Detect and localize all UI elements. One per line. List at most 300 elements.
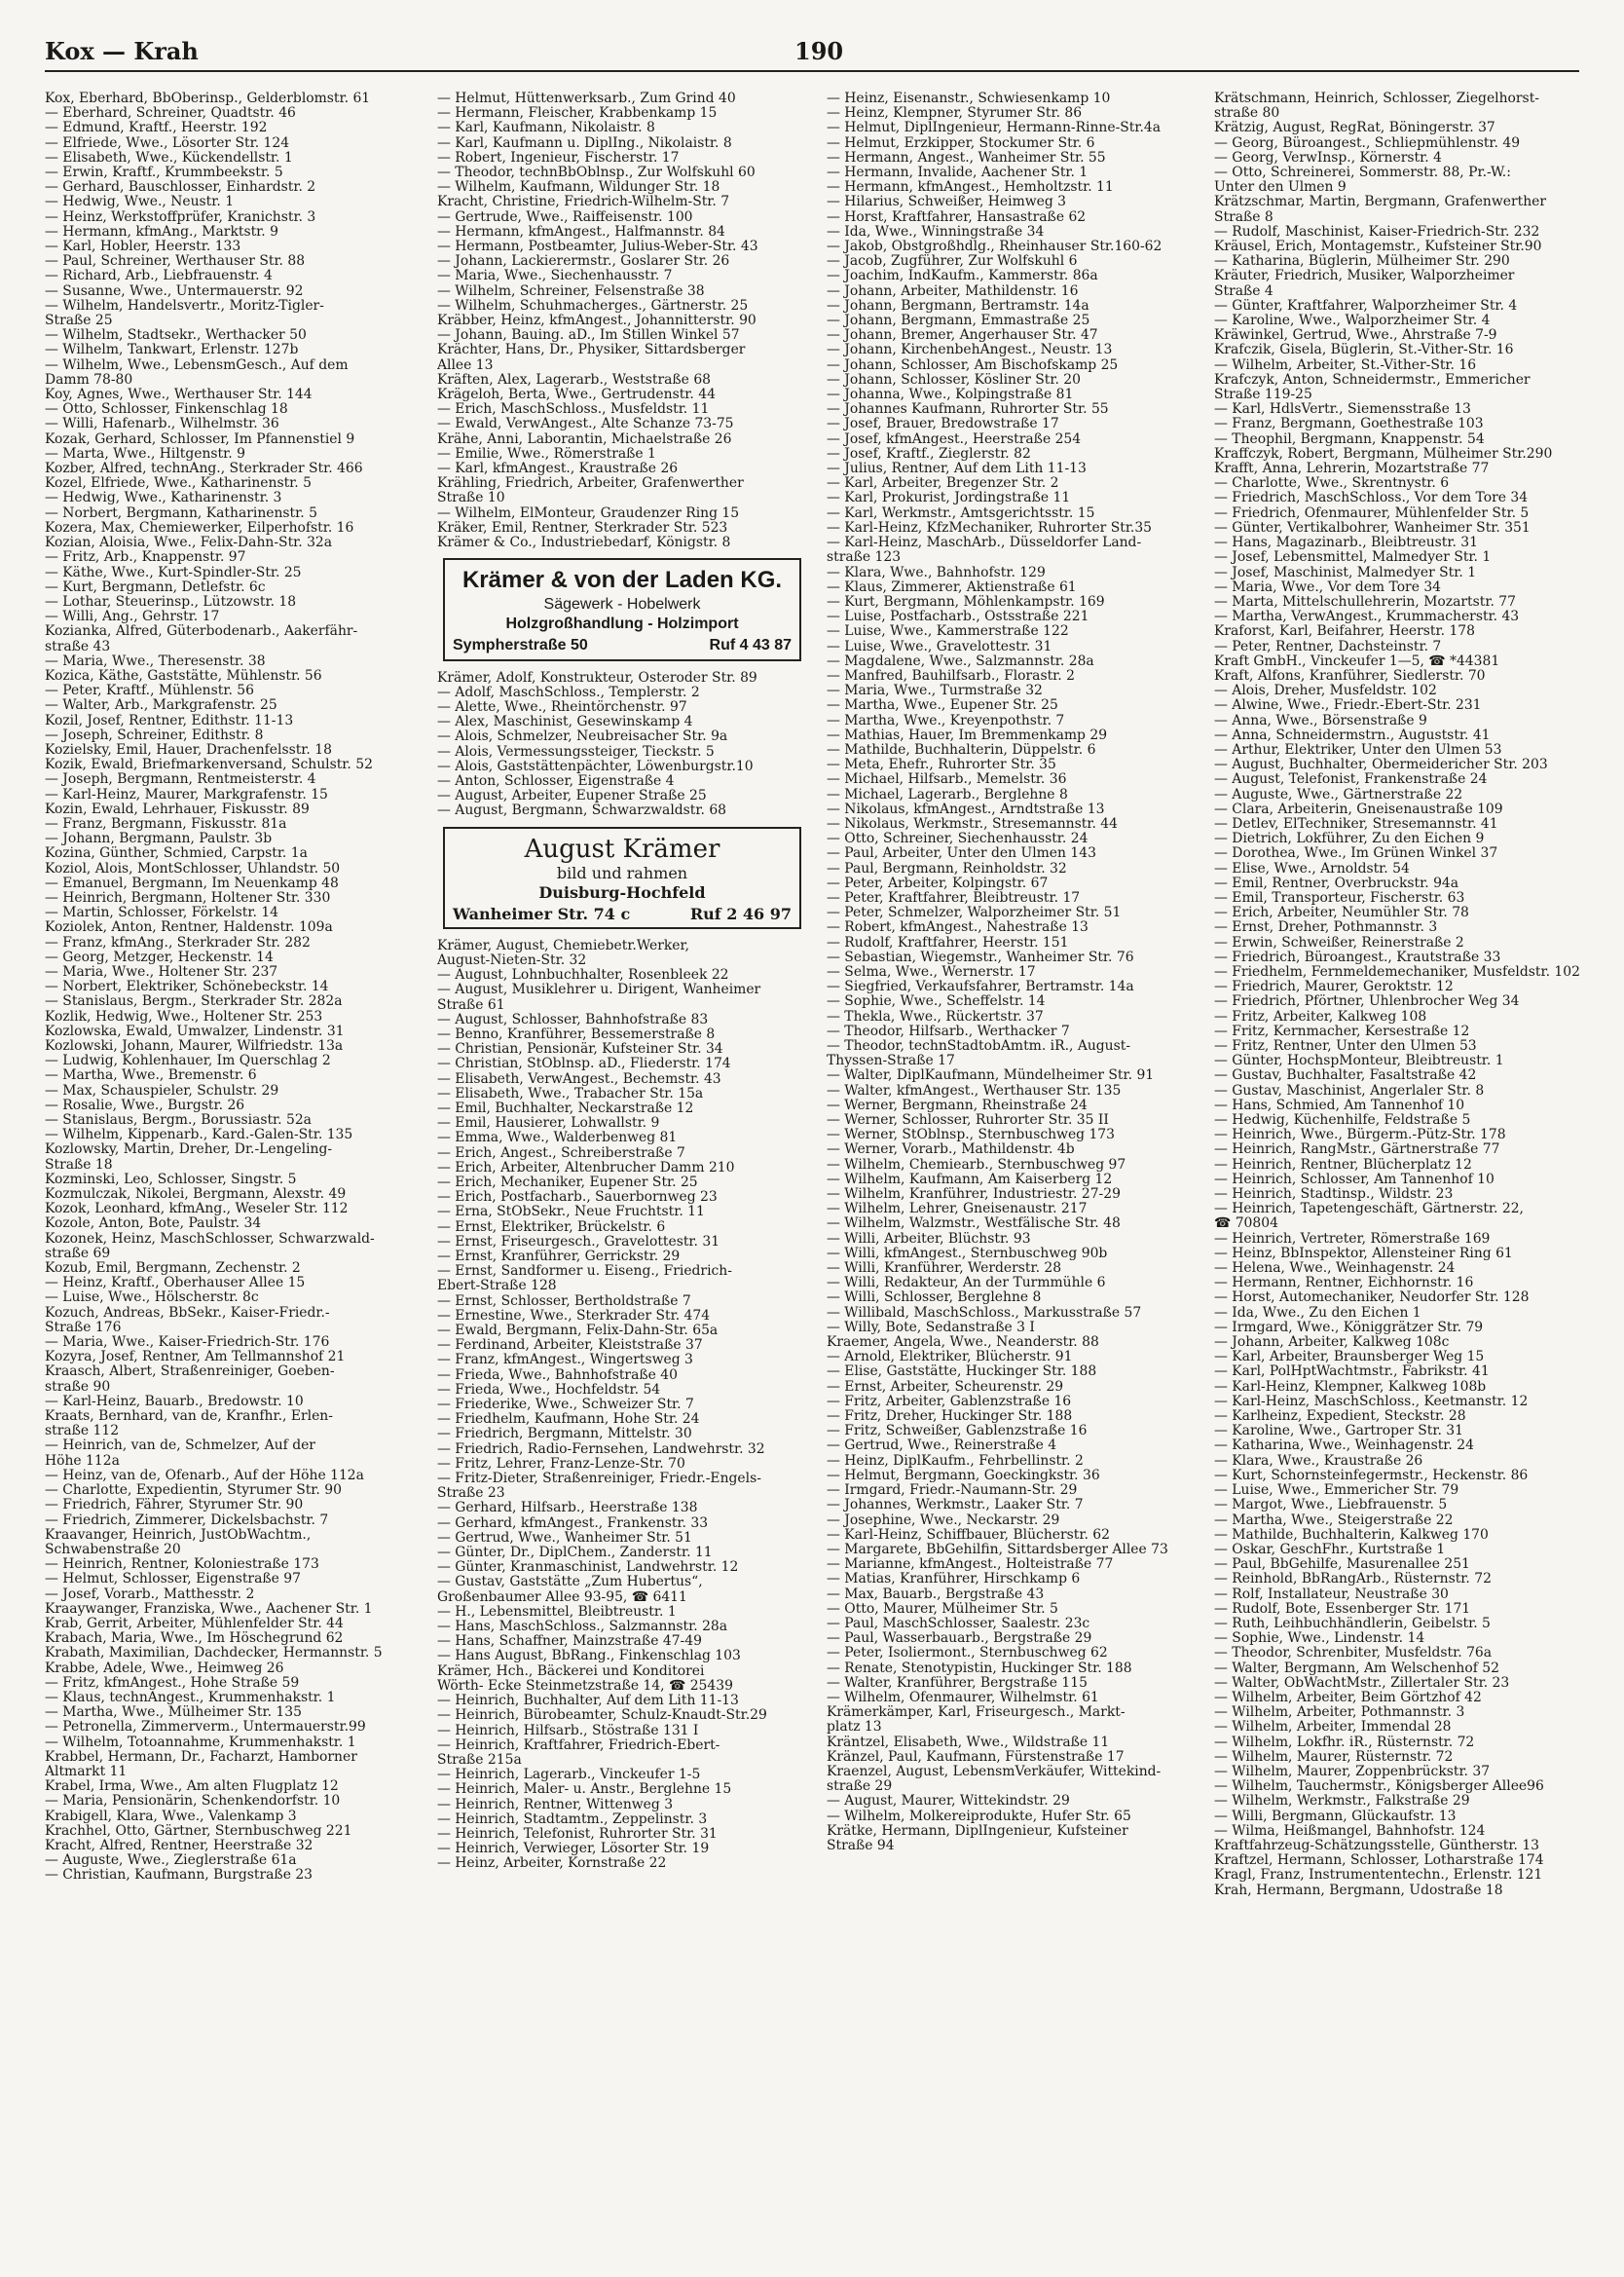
directory-entry: — Peter, Schmelzer, Walporzheimer Str. 51 [827, 906, 1122, 921]
directory-entry: — Ludwig, Kohlenhauer, Im Querschlag 2 [45, 1054, 331, 1069]
directory-entry: — Heinz, Arbeiter, Kornstraße 22 [437, 1856, 667, 1872]
directory-entry: Thyssen-Straße 17 [827, 1054, 955, 1069]
directory-entry: Krabbel, Hermann, Dr., Facharzt, Hamborner [45, 1749, 357, 1765]
directory-entry: Straße 18 [45, 1157, 113, 1173]
directory-entry: Krafft, Anna, Lehrerin, Mozartstraße 77 [1214, 462, 1490, 477]
directory-entry: — Ernst, Friseurgesch., Gravelottestr. 31 [437, 1234, 720, 1250]
directory-entry: — Klara, Wwe., Bahnhofstr. 129 [827, 565, 1046, 580]
directory-entry: Kräbber, Heinz, kfmAngest., Johannitterstr. 90 [437, 314, 757, 329]
directory-entry: — Heinrich, Stadtamtm., Zeppelinstr. 3 [437, 1811, 708, 1827]
directory-entry: — Martha, Wwe., Kreyenpothstr. 7 [827, 713, 1065, 728]
ad-line: bild und rahmen [556, 863, 688, 882]
directory-entry: Allee 13 [437, 357, 494, 373]
directory-entry: Altmarkt 11 [45, 1764, 128, 1779]
directory-entry: — Heinrich, Wwe., Bürgerm.-Pütz-Str. 178 [1214, 1128, 1506, 1143]
directory-entry: — Christian, Pensionär, Kufsteiner Str. 34 [437, 1042, 723, 1058]
directory-entry: — Sebastian, Wiegemstr., Wanheimer Str. 76 [827, 950, 1134, 965]
directory-entry: — Katharina, Wwe., Weinhagenstr. 24 [1214, 1438, 1474, 1454]
directory-entry: — Hans, Schmied, Am Tannenhof 10 [1214, 1098, 1465, 1113]
directory-entry: straße 123 [827, 550, 902, 566]
ad-line: Sägewerk - Hobelwerk [543, 596, 701, 614]
directory-entry: Kozlowsky, Martin, Dreher, Dr.-Lengeling- [45, 1142, 333, 1158]
directory-entry: — Mathilde, Buchhalterin, Düppelstr. 6 [827, 742, 1096, 758]
directory-entry: — Willi, kfmAngest., Sternbuschweg 90b [827, 1246, 1108, 1261]
directory-entry: — Willi, Redakteur, An der Turmmühle 6 [827, 1276, 1106, 1291]
directory-entry: — Hermann, kfmAng., Marktstr. 9 [45, 224, 278, 240]
directory-entry: — Walter, Kranführer, Bergstraße 115 [827, 1675, 1088, 1691]
directory-entry: — Jakob, Obstgroßhdlg., Rheinhauser Str.160-62 [827, 240, 1163, 255]
directory-entry: — Martha, Wwe., Bremenstr. 6 [45, 1068, 257, 1084]
directory-entry: Kozlowska, Ewald, Umwalzer, Lindenstr. 31 [45, 1024, 345, 1039]
directory-entry: — Hans, Schaffner, Mainzstraße 47-49 [437, 1634, 702, 1650]
directory-entry: — Walter, Arb., Markgrafenstr. 25 [45, 698, 277, 714]
directory-entry: — Norbert, Bergmann, Katharinenstr. 5 [45, 505, 317, 521]
directory-entry: — Thekla, Wwe., Rückertstr. 37 [827, 1009, 1044, 1025]
directory-entry: — Johann, Bergmann, Paulstr. 3b [45, 832, 273, 847]
directory-entry: — Fritz-Dieter, Straßenreiniger, Friedr.-Engels- [437, 1472, 761, 1487]
directory-entry: — Magdalene, Wwe., Salzmannstr. 28a [827, 653, 1094, 669]
directory-entry: — Martha, Wwe., Steigerstraße 22 [1214, 1512, 1454, 1528]
directory-entry: — Erich, Arbeiter, Altenbrucher Damm 210 [437, 1160, 735, 1176]
directory-entry: — Günter, HochspMonteur, Bleibtreustr. 1 [1214, 1054, 1504, 1069]
directory-entry: Krah, Hermann, Bergmann, Udostraße 18 [1214, 1883, 1503, 1898]
directory-entry: — Willibald, MaschSchloss., Markusstraße 57 [827, 1305, 1142, 1321]
directory-entry: — Marta, Mittelschullehrerin, Mozartstr. 77 [1214, 594, 1516, 610]
directory-entry: Kozonek, Heinz, MaschSchlosser, Schwarzwald- [45, 1231, 375, 1247]
directory-entry: Kräften, Alex, Lagerarb., Weststraße 68 [437, 372, 711, 388]
directory-entry: — Maria, Wwe., Kaiser-Friedrich-Str. 176 [45, 1335, 330, 1351]
directory-entry: — Kurt, Bergmann, Möhlenkampstr. 169 [827, 594, 1105, 610]
directory-entry: — Wilma, Heißmangel, Bahnhofstr. 124 [1214, 1823, 1486, 1839]
directory-entry: — Paul, BbGehilfe, Masurenallee 251 [1214, 1557, 1470, 1573]
directory-entry: Kraasch, Albert, Straßenreiniger, Goeben- [45, 1364, 335, 1380]
directory-entry: Kozina, Günther, Schmied, Carpstr. 1a [45, 846, 308, 862]
directory-entry: Straße 61 [437, 997, 505, 1013]
directory-entry: — Richard, Arb., Liebfrauenstr. 4 [45, 269, 273, 284]
page-range-title: Kox — Krah [45, 37, 199, 65]
directory-entry: — Michael, Hilfsarb., Memelstr. 36 [827, 772, 1067, 788]
directory-entry: — Gertrud, Wwe., Wanheimer Str. 51 [437, 1530, 692, 1546]
directory-entry: — Ruth, Leihbuchhändlerin, Geibelstr. 5 [1214, 1616, 1491, 1631]
directory-entry: — Maria, Wwe., Turmstraße 32 [827, 684, 1043, 699]
directory-entry: — Heinrich, Maler- u. Anstr., Berglehne 15 [437, 1782, 732, 1798]
directory-entry: — Benno, Kranführer, Bessemerstraße 8 [437, 1027, 716, 1042]
directory-entry: — Hermann, Fleischer, Krabbenkamp 15 [437, 106, 718, 122]
directory-entry: platz 13 [827, 1720, 882, 1736]
directory-entry: — Karoline, Wwe., Gartroper Str. 31 [1214, 1424, 1463, 1439]
directory-entry: — Frieda, Wwe., Bahnhofstraße 40 [437, 1367, 678, 1383]
column-2-bottom-list [437, 939, 807, 1872]
directory-entry: — Irmgard, Friedr.-Naumann-Str. 29 [827, 1483, 1078, 1499]
directory-entry: — Katharina, Büglerin, Mülheimer Str. 290 [1214, 254, 1510, 270]
directory-entry: — Maria, Wwe., Siechenhausstr. 7 [437, 269, 673, 284]
directory-entry: — Heinrich, Lagerarb., Vinckeufer 1-5 [437, 1768, 701, 1783]
directory-entry: — Josef, Lebensmittel, Malmedyer Str. 1 [1214, 550, 1492, 566]
directory-entry: — Rudolf, Bote, Essenberger Str. 171 [1214, 1601, 1471, 1617]
ad-title: August Krämer [524, 834, 720, 864]
directory-entry: — Rudolf, Kraftfahrer, Heerstr. 151 [827, 935, 1069, 951]
directory-entry: straße 80 [1214, 106, 1280, 122]
ad-address: Sympherstraße 50 [453, 637, 588, 654]
directory-entry: — Martha, VerwAngest., Krummacherstr. 43 [1214, 610, 1520, 625]
directory-entry: — Fritz, Dreher, Huckinger Str. 188 [827, 1409, 1073, 1425]
directory-entry: — Dietrich, Lokführer, Zu den Eichen 9 [1214, 832, 1485, 847]
directory-entry: — Otto, Schreiner, Siechenhausstr. 24 [827, 832, 1089, 847]
directory-entry: Kozub, Emil, Bergmann, Zechenstr. 2 [45, 1261, 301, 1277]
directory-entry: — Max, Schauspieler, Schulstr. 29 [45, 1083, 279, 1099]
directory-entry: — Mathilde, Buchhalterin, Kalkweg 170 [1214, 1527, 1489, 1543]
directory-entry: — Gertrude, Wwe., Raiffeisenstr. 100 [437, 209, 693, 225]
directory-entry: — Rudolf, Maschinist, Kaiser-Friedrich-Str. 232 [1214, 224, 1540, 240]
directory-entry: — Otto, Schreinerei, Sommerstr. 88, Pr.-W.: [1214, 166, 1511, 181]
directory-entry: — Hermann, kfmAngest., Halfmannstr. 84 [437, 224, 725, 240]
directory-entry: — Luise, Postfacharb., Ostsstraße 221 [827, 610, 1089, 625]
directory-entry: — Wilhelm, Walzmstr., Westfälische Str. 48 [827, 1216, 1121, 1232]
directory-entry: — Willi, Schlosser, Berglehne 8 [827, 1290, 1042, 1306]
directory-entry: Kozianka, Alfred, Güterbodenarb., Aakerfähr- [45, 624, 358, 640]
directory-entry: — Luise, Wwe., Hölscherstr. 8c [45, 1290, 259, 1306]
directory-entry: — Matias, Kranführer, Hirschkamp 6 [827, 1572, 1081, 1587]
directory-entry: — Heinrich, Rentner, Wittenweg 3 [437, 1797, 674, 1812]
directory-entry: Krätschmann, Heinrich, Schlosser, Ziegelhorst- [1214, 92, 1539, 106]
directory-entry: Koziolek, Anton, Rentner, Haldenstr. 109a [45, 920, 333, 936]
directory-entry: — Hermann, Rentner, Eichhornstr. 16 [1214, 1276, 1474, 1291]
directory-entry: — Günter, Kraftfahrer, Walporzheimer Str. 4 [1214, 298, 1518, 314]
directory-entry: — Wilhelm, Kaufmann, Wildunger Str. 18 [437, 180, 720, 196]
directory-entry: — Erich, Mechaniker, Eupener Str. 25 [437, 1175, 698, 1190]
directory-entry: — Werner, Bergmann, Rheinstraße 24 [827, 1098, 1088, 1113]
directory-entry: — Willi, Bergmann, Glückaufstr. 13 [1214, 1809, 1457, 1824]
directory-entry: — Johanna, Wwe., Kolpingstraße 81 [827, 388, 1074, 403]
directory-entry: — Klaus, Zimmerer, Aktienstraße 61 [827, 579, 1077, 595]
directory-entry: — Nikolaus, Werkmstr., Stresemannstr. 44 [827, 816, 1118, 832]
directory-entry: — Heinrich, Bergmann, Holtener Str. 330 [45, 890, 331, 906]
directory-entry: — Fritz, Schweißer, Gablenzstraße 16 [827, 1424, 1088, 1439]
directory-entry: — Gustav, Buchhalter, Fasaltstraße 42 [1214, 1068, 1477, 1084]
directory-entry: — Johann, Schlosser, Am Bischofskamp 25 [827, 357, 1119, 373]
directory-entry: — Heinz, van de, Ofenarb., Auf der Höhe 112a [45, 1468, 364, 1483]
directory-entry: — Karlheinz, Expedient, Steckstr. 28 [1214, 1409, 1466, 1425]
directory-entry: Krab, Gerrit, Arbeiter, Mühlenfelder Str. 44 [45, 1616, 344, 1631]
directory-entry: — Ewald, VerwAngest., Alte Schanze 73-75 [437, 417, 734, 432]
directory-entry: — Wilhelm, Maurer, Zoppenbrückstr. 37 [1214, 1764, 1491, 1779]
ad-title: Krämer & von der Laden KG. [461, 567, 783, 594]
directory-entry: — Wilhelm, Ofenmaurer, Wilhelmstr. 61 [827, 1690, 1099, 1705]
directory-entry: — Karl-Heinz, Bauarb., Bredowstr. 10 [45, 1394, 304, 1409]
directory-entry: Straße 10 [437, 491, 505, 506]
directory-entry: — Georg, Büroangest., Schliepmühlenstr. 49 [1214, 135, 1521, 151]
directory-entry: — Wilhelm, Kippenarb., Kard.-Galen-Str. 135 [45, 1128, 353, 1143]
directory-entry: — Heinrich, Vertreter, Römerstraße 169 [1214, 1231, 1491, 1247]
directory-entry: Krämer & Co., Industriebedarf, Königstr. 8 [437, 536, 731, 551]
directory-entry: — Rolf, Installateur, Neustraße 30 [1214, 1586, 1449, 1602]
directory-entry: — Petronella, Zimmerverm., Untermauerstr.99 [45, 1720, 366, 1736]
directory-entry: — Klaus, technAngest., Krummenhakstr. 1 [45, 1690, 336, 1705]
directory-entry: — Margot, Wwe., Liebfrauenstr. 5 [1214, 1498, 1448, 1513]
directory-entry: Straße 25 [45, 314, 113, 329]
column-2-mid-list [437, 671, 807, 819]
directory-entry: — Friedrich, Zimmerer, Dickelsbachstr. 7 [45, 1512, 329, 1528]
directory-entry: — Arthur, Elektriker, Unter den Ulmen 53 [1214, 742, 1502, 758]
directory-entry: — Friedrich, MaschSchloss., Vor dem Tore 34 [1214, 491, 1529, 506]
directory-entry: — Anna, Schneidermstrn., Auguststr. 41 [1214, 728, 1491, 743]
directory-entry: Höhe 112a [45, 1453, 120, 1469]
directory-entry: — Heinrich, Telefonist, Ruhrorter Str. 31 [437, 1826, 718, 1842]
directory-entry: — Peter, Isoliermont., Sternbuschweg 62 [827, 1646, 1108, 1661]
directory-entry: — Joseph, Bergmann, Rentmeisterstr. 4 [45, 772, 316, 788]
directory-entry: — Elisabeth, Wwe., Kückendellstr. 1 [45, 150, 293, 166]
directory-entry: — Heinrich, Hilfsarb., Stöstraße 131 I [437, 1723, 699, 1738]
directory-entry: — August, Arbeiter, Eupener Straße 25 [437, 789, 707, 804]
directory-entry: — Max, Bauarb., Bergstraße 43 [827, 1586, 1045, 1602]
directory-entry: Krätzig, August, RegRat, Böningerstr. 37 [1214, 121, 1495, 136]
directory-entry: — Willi, Arbeiter, Blüchstr. 93 [827, 1231, 1031, 1247]
directory-entry: — Fritz, Arb., Knappenstr. 97 [45, 550, 246, 566]
directory-entry: — Fritz, Arbeiter, Gablenzstraße 16 [827, 1394, 1072, 1409]
directory-entry: — Wilhelm, Arbeiter, Immendal 28 [1214, 1720, 1452, 1736]
directory-entry: — Hans, MaschSchloss., Salzmannstr. 28a [437, 1620, 728, 1635]
directory-entry: Kozlik, Hedwig, Wwe., Holtener Str. 253 [45, 1009, 323, 1025]
directory-entry: Kozera, Max, Chemiewerker, Eilperhofstr. 16 [45, 520, 354, 536]
directory-entry: — Günter, Kranmaschinist, Landwehrstr. 12 [437, 1560, 739, 1576]
directory-entry: Kraffczyk, Robert, Bergmann, Mülheimer Str.290 [1214, 446, 1553, 462]
directory-entry: — Fritz, Rentner, Unter den Ulmen 53 [1214, 1039, 1477, 1054]
directory-entry: — Emanuel, Bergmann, Im Neuenkamp 48 [45, 876, 339, 891]
directory-entry: — Hedwig, Wwe., Neustr. 1 [45, 195, 235, 210]
directory-entry: Kozica, Käthe, Gaststätte, Mühlenstr. 56 [45, 668, 322, 684]
directory-entry: Kracht, Alfred, Rentner, Heerstraße 32 [45, 1838, 314, 1853]
directory-entry: — Rosalie, Wwe., Burgstr. 26 [45, 1098, 245, 1113]
directory-entry: — Christian, Kaufmann, Burgstraße 23 [45, 1868, 314, 1884]
directory-entry: — Irmgard, Wwe., Königgrätzer Str. 79 [1214, 1320, 1484, 1335]
directory-entry: Kozuch, Andreas, BbSekr., Kaiser-Friedr.- [45, 1305, 330, 1321]
directory-entry: — Hermann, Angest., Wanheimer Str. 55 [827, 150, 1106, 166]
directory-entry: — Wilhelm, Molkereiprodukte, Hufer Str. 65 [827, 1809, 1131, 1824]
directory-entry: — Erna, StObSekr., Neue Fruchtstr. 11 [437, 1205, 705, 1220]
directory-entry: Kozyra, Josef, Rentner, Am Tellmannshof 21 [45, 1350, 346, 1365]
directory-entry: — Ernst, Elektriker, Brückelstr. 6 [437, 1219, 666, 1235]
directory-entry: — Anna, Wwe., Börsenstraße 9 [1214, 713, 1427, 728]
directory-entry: — Willi, Kranführer, Werderstr. 28 [827, 1261, 1062, 1277]
directory-entry: — Wilhelm, Stadtsekr., Werthacker 50 [45, 328, 307, 344]
directory-entry: — Johann, KirchenbehAngest., Neustr. 13 [827, 343, 1113, 358]
directory-entry: — Friedrich, Maurer, Geroktstr. 12 [1214, 980, 1454, 995]
directory-entry: — August, Lohnbuchhalter, Rosenbleek 22 [437, 968, 729, 984]
directory-entry: — Hedwig, Wwe., Katharinenstr. 3 [45, 491, 282, 506]
directory-entry: Kräusel, Erich, Montagemstr., Kufsteiner Str.90 [1214, 240, 1542, 255]
directory-entry: — Peter, Kraftf., Mühlenstr. 56 [45, 684, 254, 699]
directory-entry: Kräwinkel, Gertrud, Wwe., Ahrstraße 7-9 [1214, 328, 1497, 344]
directory-entry: — Karoline, Wwe., Walporzheimer Str. 4 [1214, 314, 1491, 329]
directory-entry: — Otto, Schlosser, Finkenschlag 18 [45, 402, 288, 418]
directory-entry: Unter den Ulmen 9 [1214, 180, 1347, 196]
directory-entry: — Helmut, Bergmann, Goeckingkstr. 36 [827, 1468, 1100, 1483]
directory-entry: Straße 215a [437, 1752, 522, 1768]
directory-entry: — Wilhelm, ElMonteur, Graudenzer Ring 15 [437, 505, 740, 521]
directory-entry: Krätzschmar, Martin, Bergmann, Grafenwerther [1214, 195, 1546, 210]
directory-entry: — Erich, MaschSchloss., Musfeldstr. 11 [437, 402, 710, 418]
directory-entry: — Karl, Kaufmann u. DiplIng., Nikolaistr. 8 [437, 135, 732, 151]
directory-entry: — Sophie, Wwe., Scheffelstr. 14 [827, 994, 1046, 1010]
directory-entry: — Werner, Vorarb., Mathildenstr. 4b [827, 1142, 1075, 1158]
directory-entry: — Josephine, Wwe., Neckarstr. 29 [827, 1512, 1060, 1528]
directory-entry: — Arnold, Elektriker, Blücherstr. 91 [827, 1350, 1073, 1365]
directory-entry: — August, Musiklehrer u. Dirigent, Wanheimer [437, 983, 761, 998]
directory-entry: — Hedwig, Küchenhilfe, Feldstraße 5 [1214, 1113, 1471, 1129]
directory-entry: — Johann, Bremer, Angerhauser Str. 47 [827, 328, 1098, 344]
directory-entry: — Günter, Vertikalbohrer, Wanheimer Str. 351 [1214, 520, 1531, 536]
directory-entry: — Emil, Hausierer, Lohwallstr. 9 [437, 1116, 660, 1132]
directory-entry: — Ewald, Bergmann, Felix-Dahn-Str. 65a [437, 1324, 719, 1339]
directory-entry: — Fritz, Kernmacher, Kersestraße 12 [1214, 1024, 1470, 1039]
directory-entry: — Friedrich, Ofenmaurer, Mühlenfelder Str. 5 [1214, 505, 1530, 521]
directory-entry: — Paul, Arbeiter, Unter den Ulmen 143 [827, 846, 1096, 862]
directory-entry: — Ernst, Schlosser, Bertholdstraße 7 [437, 1293, 691, 1309]
directory-entry: — Lothar, Steuerinsp., Lützowstr. 18 [45, 594, 297, 610]
directory-entry: — Josef, Maschinist, Malmedyer Str. 1 [1214, 565, 1477, 580]
directory-entry: Krabbe, Adele, Wwe., Heimweg 26 [45, 1661, 284, 1676]
directory-entry: — Josef, kfmAngest., Heerstraße 254 [827, 431, 1082, 447]
directory-entry: — Charlotte, Wwe., Skrentnystr. 6 [1214, 476, 1450, 492]
directory-entry: — Ferdinand, Arbeiter, Kleiststraße 37 [437, 1338, 703, 1354]
directory-entry: — Johann, Arbeiter, Mathildenstr. 16 [827, 283, 1079, 299]
directory-entry: — Wilhelm, Lokfhr. iR., Rüsternstr. 72 [1214, 1735, 1475, 1750]
directory-entry: — Friederike, Wwe., Schweizer Str. 7 [437, 1398, 694, 1413]
directory-entry: — Karl-Heinz, MaschSchloss., Keetmanstr. 12 [1214, 1394, 1529, 1409]
directory-entry: — Margarete, BbGehilfin, Sittardsberger Allee 73 [827, 1542, 1168, 1557]
directory-entry: Kraemer, Angela, Wwe., Neanderstr. 88 [827, 1335, 1099, 1351]
directory-entry: — Robert, Ingenieur, Fischerstr. 17 [437, 150, 680, 166]
directory-entry: — Reinhold, BbRangArb., Rüsternstr. 72 [1214, 1572, 1492, 1587]
directory-entry: — Heinrich, Verwieger, Lösorter Str. 19 [437, 1842, 710, 1857]
directory-entry: — August, Telefonist, Frankenstraße 24 [1214, 772, 1488, 788]
directory-entry: — Paul, Schreiner, Werthauser Str. 88 [45, 254, 306, 270]
directory-entry: — Wilhelm, Schuhmacherges., Gärtnerstr. 25 [437, 298, 749, 314]
directory-entry: — Friedrich, Fährer, Styrumer Str. 90 [45, 1498, 304, 1513]
directory-entry: — Luise, Wwe., Emmericher Str. 79 [1214, 1483, 1459, 1499]
directory-entry: — Maria, Pensionärin, Schenkendorfstr. 10 [45, 1794, 341, 1810]
directory-entry: Kraftzel, Hermann, Schlosser, Lotharstraße 174 [1214, 1853, 1544, 1869]
directory-entry: — Meta, Ehefr., Ruhrorter Str. 35 [827, 758, 1056, 773]
directory-entry: — Johannes Kaufmann, Ruhrorter Str. 55 [827, 402, 1109, 418]
directory-entry: — Wilhelm, Chemiearb., Sternbuschweg 97 [827, 1157, 1126, 1173]
directory-entry: — Theodor, technStadtobAmtm. iR., August- [827, 1039, 1131, 1054]
ad-phone: Ruf 2 46 97 [689, 904, 792, 923]
directory-entry: — Auguste, Wwe., Gärtnerstraße 22 [1214, 787, 1463, 803]
directory-entry: — Karl-Heinz, MaschArb., Düsseldorfer Land- [827, 536, 1142, 551]
directory-entry: — Heinz, DiplKaufm., Fehrbellinstr. 2 [827, 1453, 1084, 1469]
directory-entry: — Wilhelm, Werkmstr., Falkstraße 29 [1214, 1794, 1470, 1810]
directory-entry: — Walter, DiplKaufmann, Mündelheimer Str. 91 [827, 1068, 1155, 1084]
directory-entry: — Robert, kfmAngest., Nahestraße 13 [827, 920, 1089, 936]
directory-entry: — Erich, Angest., Schreiberstraße 7 [437, 1145, 685, 1161]
directory-entry: ☎ 70804 [1214, 1216, 1278, 1232]
directory-entry: — Heinz, Kraftf., Oberhauser Allee 15 [45, 1276, 306, 1291]
directory-entry: — Karl-Heinz, Klempner, Kalkweg 108b [1214, 1379, 1487, 1395]
directory-entry: — Elisabeth, VerwAngest., Bechemstr. 43 [437, 1071, 721, 1087]
directory-entry: — Gustav, Gaststätte „Zum Hubertus“, [437, 1575, 703, 1590]
ad-address: Wanheimer Str. 74 c [453, 904, 631, 923]
directory-entry: — Hilarius, Schweißer, Heimweg 3 [827, 195, 1067, 210]
directory-entry: — Elfriede, Wwe., Lösorter Str. 124 [45, 135, 290, 151]
directory-entry: — Anton, Schlosser, Eigenstraße 4 [437, 773, 675, 789]
directory-entry: — Gertrud, Wwe., Reinerstraße 4 [827, 1438, 1057, 1454]
directory-entry: — Otto, Maurer, Mülheimer Str. 5 [827, 1601, 1058, 1617]
directory-entry: — Martha, Wwe., Eupener Str. 25 [827, 698, 1058, 714]
directory-entry: — Heinrich, Rentner, Blücherplatz 12 [1214, 1157, 1472, 1173]
directory-entry: — Wilhelm, Tauchermstr., Königsberger Allee96 [1214, 1779, 1544, 1795]
directory-entry: Kränzel, Paul, Kaufmann, Fürstenstraße 17 [827, 1749, 1125, 1765]
directory-entry: — Günter, Dr., DiplChem., Zanderstr. 11 [437, 1546, 713, 1561]
directory-entry: Kozber, Alfred, technAng., Sterkrader Str. 466 [45, 462, 363, 477]
directory-entry: — Willi, Ang., Gehrstr. 17 [45, 610, 220, 625]
directory-entry: — Heinrich, Buchhalter, Auf dem Lith 11-13 [437, 1694, 739, 1709]
directory-entry: Kozok, Leonhard, kfmAng., Weseler Str. 112 [45, 1202, 349, 1217]
directory-entry: — Peter, Kraftfahrer, Bleibtreustr. 17 [827, 890, 1081, 906]
directory-entry: Krabach, Maria, Wwe., Im Höschegrund 62 [45, 1631, 344, 1647]
directory-entry: — Elise, Wwe., Arnoldstr. 54 [1214, 861, 1410, 877]
directory-entry: Kraaywanger, Franziska, Wwe., Aachener Str. 1 [45, 1601, 373, 1617]
directory-entry: — Karl, Kaufmann, Nikolaistr. 8 [437, 121, 655, 136]
directory-entry: — Horst, Kraftfahrer, Hansastraße 62 [827, 209, 1087, 225]
directory-entry: — Alois, Vermessungssteiger, Tieckstr. 5 [437, 744, 715, 760]
directory-entry: — Erwin, Kraftf., Krummbeekstr. 5 [45, 166, 283, 181]
directory-entry: — Hermann, kfmAngest., Hemholtzstr. 11 [827, 180, 1114, 196]
directory-entry: — Karl, Prokurist, Jordingstraße 11 [827, 491, 1071, 506]
directory-entry: Kräker, Emil, Rentner, Sterkrader Str. 523 [437, 520, 728, 536]
directory-entry: — Heinrich, RangMstr., Gärtnerstraße 77 [1214, 1142, 1500, 1158]
directory-entry: Kraforst, Karl, Beifahrer, Heerstr. 178 [1214, 624, 1475, 640]
directory-entry: — Gerhard, kfmAngest., Frankenstr. 33 [437, 1515, 709, 1531]
directory-entry: — Hermann, Invalide, Aachener Str. 1 [827, 166, 1089, 181]
directory-entry: — Ernst, Arbeiter, Scheurenstr. 29 [827, 1379, 1064, 1395]
directory-entry: — Wilhelm, Tankwart, Erlenstr. 127b [45, 343, 299, 358]
directory-entry: — Detlev, ElTechniker, Stresemannstr. 41 [1214, 816, 1498, 832]
directory-entry: Straße 94 [827, 1838, 895, 1853]
directory-entry: — Wilhelm, Arbeiter, St.-Vither-Str. 16 [1214, 357, 1477, 373]
directory-entry: — Stanislaus, Bergm., Borussiastr. 52a [45, 1113, 312, 1129]
directory-entry: — Georg, Metzger, Heckenstr. 14 [45, 950, 274, 965]
directory-entry: — Alois, Gaststättenpächter, Löwenburgstr.10 [437, 759, 754, 774]
directory-entry: Kraenzel, August, LebensmVerkäufer, Wittekind- [827, 1764, 1162, 1779]
directory-entry: — Johann, Lackierermstr., Goslarer Str. 26 [437, 254, 730, 270]
directory-entry: — Siegfried, Verkaufsfahrer, Bertramstr. 14a [827, 980, 1134, 995]
directory-entry: — Joachim, IndKaufm., Kammerstr. 86a [827, 269, 1098, 284]
directory-entry: — Emil, Buchhalter, Neckarstraße 12 [437, 1101, 694, 1116]
directory-entry: Krägeloh, Berta, Wwe., Gertrudenstr. 44 [437, 388, 716, 403]
directory-entry: — Franz, kfmAng., Sterkrader Str. 282 [45, 935, 311, 951]
directory-entry: — Fritz, kfmAngest., Hohe Straße 59 [45, 1675, 300, 1691]
directory-entry: — Nikolaus, kfmAngest., Arndtstraße 13 [827, 802, 1105, 817]
directory-entry: Straße 8 [1214, 209, 1273, 225]
directory-entry: — Joseph, Schreiner, Edithstr. 8 [45, 728, 264, 743]
directory-entry: — Wilhelm, Maurer, Rüsternstr. 72 [1214, 1749, 1454, 1765]
directory-entry: — Karl, Arbeiter, Bregenzer Str. 2 [827, 476, 1059, 492]
directory-entry: — Wilhelm, Lehrer, Gneisenaustr. 217 [827, 1202, 1088, 1217]
directory-entry: Kracht, Christine, Friedrich-Wilhelm-Str. 7 [437, 195, 730, 210]
directory-entry: — Wilhelm, Schreiner, Felsenstraße 38 [437, 283, 705, 299]
column-2-top-list [437, 92, 807, 550]
directory-entry: Krachhel, Otto, Gärtner, Sternbuschweg 221 [45, 1823, 352, 1839]
directory-entry: — Heinz, Eisenanstr., Schwiesenkamp 10 [827, 92, 1111, 106]
directory-entry: — Erich, Postfacharb., Sauerbornweg 23 [437, 1190, 718, 1206]
directory-entry: Kozole, Anton, Bote, Paulstr. 34 [45, 1216, 262, 1232]
directory-entry: Kozielsky, Emil, Hauer, Drachenfelsstr. 18 [45, 742, 332, 758]
directory-entry: — Walter, ObWachtMstr., Zillertaler Str. 23 [1214, 1675, 1510, 1691]
directory-entry: — Ernst, Kranführer, Gerrickstr. 29 [437, 1250, 681, 1264]
directory-entry: — H., Lebensmittel, Bleibtreustr. 1 [437, 1604, 677, 1620]
directory-entry: — Charlotte, Expedientin, Styrumer Str. 90 [45, 1483, 342, 1499]
